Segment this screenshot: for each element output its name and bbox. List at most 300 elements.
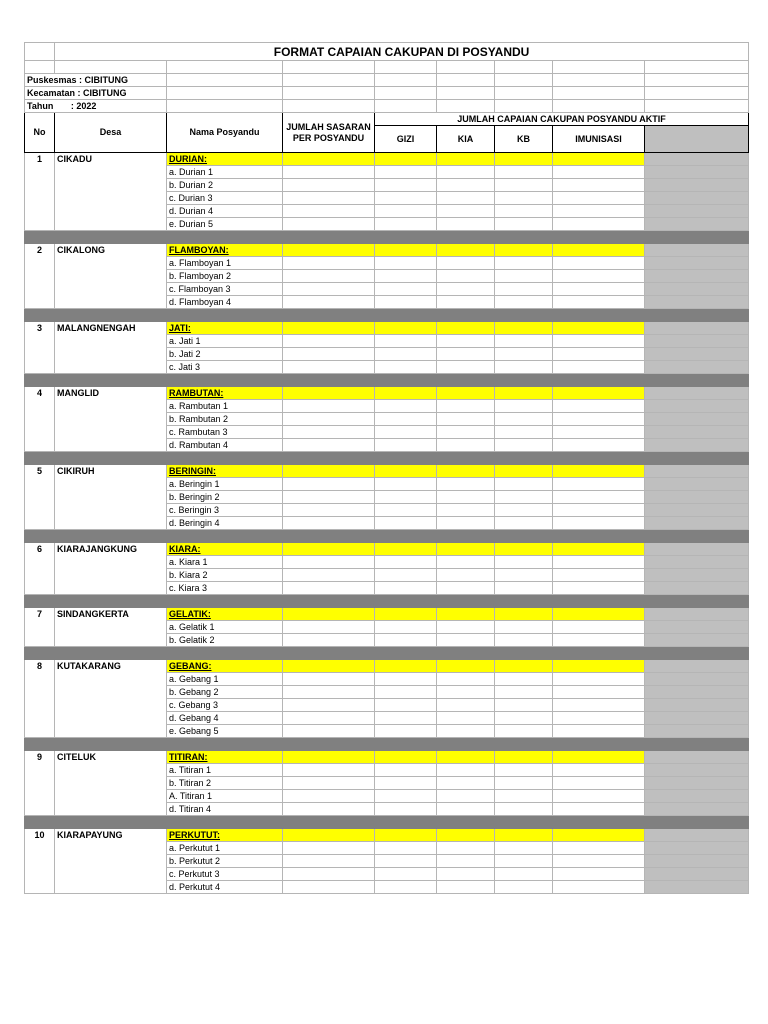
cell-gizi[interactable] [375,270,437,283]
cell-gray[interactable] [645,218,749,231]
cell-gray[interactable] [645,517,749,530]
cell-kb[interactable] [495,166,553,179]
cell-imunisasi[interactable] [553,257,645,270]
cell-kia[interactable] [437,556,495,569]
cell-jumlah-sasaran[interactable] [283,465,375,478]
cell-gizi[interactable] [375,608,437,621]
cell-kb[interactable] [495,582,553,595]
cell-kb[interactable] [495,179,553,192]
cell-gray[interactable] [645,608,749,621]
cell-imunisasi[interactable] [553,725,645,738]
cell-jumlah-sasaran[interactable] [283,504,375,517]
cell-kb[interactable] [495,621,553,634]
cell-gizi[interactable] [375,153,437,166]
cell-gizi[interactable] [375,868,437,881]
cell-imunisasi[interactable] [553,218,645,231]
cell-gray[interactable] [645,751,749,764]
cell-gizi[interactable] [375,803,437,816]
cell-kia[interactable] [437,504,495,517]
cell-kia[interactable] [437,257,495,270]
cell-gray[interactable] [645,491,749,504]
cell-kb[interactable] [495,192,553,205]
cell-jumlah-sasaran[interactable] [283,569,375,582]
cell-gizi[interactable] [375,621,437,634]
cell-kb[interactable] [495,556,553,569]
cell-imunisasi[interactable] [553,205,645,218]
cell-kia[interactable] [437,517,495,530]
cell-gizi[interactable] [375,296,437,309]
row-number: 6 [25,543,55,595]
cell-gizi[interactable] [375,218,437,231]
cell-imunisasi[interactable] [553,413,645,426]
cell-kia[interactable] [437,569,495,582]
cell-jumlah-sasaran[interactable] [283,335,375,348]
cell-gizi[interactable] [375,712,437,725]
cell-imunisasi[interactable] [553,842,645,855]
cell-kia[interactable] [437,478,495,491]
cell-imunisasi[interactable] [553,296,645,309]
cell-kia[interactable] [437,439,495,452]
cell-kia[interactable] [437,621,495,634]
cell-gray[interactable] [645,725,749,738]
cell-kb[interactable] [495,153,553,166]
header-imunisasi: IMUNISASI [553,126,645,153]
cell-kb[interactable] [495,413,553,426]
cell-gray[interactable] [645,803,749,816]
cell-imunisasi[interactable] [553,868,645,881]
cell-jumlah-sasaran[interactable] [283,205,375,218]
cell-imunisasi[interactable] [553,517,645,530]
cell-gizi[interactable] [375,491,437,504]
cell-gray[interactable] [645,764,749,777]
cell-imunisasi[interactable] [553,621,645,634]
cell-kia[interactable] [437,673,495,686]
cell-kia[interactable] [437,413,495,426]
cell-jumlah-sasaran[interactable] [283,790,375,803]
cell-gizi[interactable] [375,322,437,335]
cell-imunisasi[interactable] [553,608,645,621]
cell-gizi[interactable] [375,842,437,855]
cell-kia[interactable] [437,634,495,647]
cell-kb[interactable] [495,387,553,400]
cell-gizi[interactable] [375,179,437,192]
posyandu-sub-name: d. Beringin 4 [167,517,283,530]
cell-jumlah-sasaran[interactable] [283,751,375,764]
cell-kb[interactable] [495,335,553,348]
cell-kia[interactable] [437,686,495,699]
cell-gray[interactable] [645,296,749,309]
cell-kb[interactable] [495,855,553,868]
cell-gizi[interactable] [375,699,437,712]
cell-kb[interactable] [495,218,553,231]
desa-name: SINDANGKERTA [55,608,167,647]
posyandu-sub-name: c. Kiara 3 [167,582,283,595]
cell-imunisasi[interactable] [553,244,645,257]
cell-kia[interactable] [437,179,495,192]
cell-jumlah-sasaran[interactable] [283,634,375,647]
cell-gray[interactable] [645,478,749,491]
cell-gizi[interactable] [375,777,437,790]
cell-kb[interactable] [495,361,553,374]
cell-kb[interactable] [495,426,553,439]
cell-gray[interactable] [645,881,749,894]
cell-kb[interactable] [495,257,553,270]
group-separator-row [25,452,749,465]
cell-kia[interactable] [437,153,495,166]
cell-gizi[interactable] [375,543,437,556]
cell-gizi[interactable] [375,634,437,647]
cell-gizi[interactable] [375,348,437,361]
cell-kb[interactable] [495,673,553,686]
row-number: 1 [25,153,55,231]
cell-kb[interactable] [495,478,553,491]
cell-kia[interactable] [437,296,495,309]
cell-kia[interactable] [437,842,495,855]
cell-imunisasi[interactable] [553,426,645,439]
cell-kia[interactable] [437,725,495,738]
cell-gray[interactable] [645,543,749,556]
cell-kb[interactable] [495,725,553,738]
cell-kb[interactable] [495,348,553,361]
cell-jumlah-sasaran[interactable] [283,491,375,504]
cell-gray[interactable] [645,582,749,595]
cell-gray[interactable] [645,842,749,855]
cell-kia[interactable] [437,348,495,361]
cell-imunisasi[interactable] [553,400,645,413]
cell-kia[interactable] [437,491,495,504]
cell-imunisasi[interactable] [553,335,645,348]
cell-jumlah-sasaran[interactable] [283,322,375,335]
cell-gray[interactable] [645,569,749,582]
cell-jumlah-sasaran[interactable] [283,192,375,205]
cell-gizi[interactable] [375,829,437,842]
cell-gizi[interactable] [375,582,437,595]
cell-kb[interactable] [495,283,553,296]
cell-imunisasi[interactable] [553,790,645,803]
title-corner[interactable] [25,43,55,61]
cell-kb[interactable] [495,881,553,894]
cell-jumlah-sasaran[interactable] [283,270,375,283]
cell-gray[interactable] [645,348,749,361]
cell-jumlah-sasaran[interactable] [283,426,375,439]
cell-kia[interactable] [437,244,495,257]
cell-gray[interactable] [645,322,749,335]
cell-kia[interactable] [437,608,495,621]
cell-gray[interactable] [645,699,749,712]
cell-gizi[interactable] [375,387,437,400]
cell-kb[interactable] [495,686,553,699]
cell-gray[interactable] [645,335,749,348]
cell-gizi[interactable] [375,517,437,530]
cell-jumlah-sasaran[interactable] [283,764,375,777]
cell-kia[interactable] [437,764,495,777]
cell-imunisasi[interactable] [553,387,645,400]
cell-kb[interactable] [495,634,553,647]
cell-kb[interactable] [495,400,553,413]
cell-gizi[interactable] [375,244,437,257]
cell-gizi[interactable] [375,855,437,868]
cell-kb[interactable] [495,439,553,452]
cell-kb[interactable] [495,465,553,478]
cell-gizi[interactable] [375,361,437,374]
cell-jumlah-sasaran[interactable] [283,777,375,790]
cell-kia[interactable] [437,855,495,868]
cell-imunisasi[interactable] [553,881,645,894]
cell-kia[interactable] [437,322,495,335]
cell-gizi[interactable] [375,660,437,673]
cell-gray[interactable] [645,673,749,686]
cell-imunisasi[interactable] [553,322,645,335]
cell-imunisasi[interactable] [553,582,645,595]
cell-kia[interactable] [437,868,495,881]
cell-gizi[interactable] [375,257,437,270]
cell-imunisasi[interactable] [553,361,645,374]
cell-imunisasi[interactable] [553,777,645,790]
cell-kb[interactable] [495,777,553,790]
cell-jumlah-sasaran[interactable] [283,673,375,686]
posyandu-sub-name: c. Beringin 3 [167,504,283,517]
cell-imunisasi[interactable] [553,751,645,764]
cell-gizi[interactable] [375,569,437,582]
cell-kia[interactable] [437,790,495,803]
cell-gizi[interactable] [375,465,437,478]
cell-kia[interactable] [437,335,495,348]
cell-imunisasi[interactable] [553,829,645,842]
cell-gizi[interactable] [375,192,437,205]
cell-kia[interactable] [437,400,495,413]
cell-imunisasi[interactable] [553,439,645,452]
cell-jumlah-sasaran[interactable] [283,712,375,725]
cell-gray[interactable] [645,465,749,478]
cell-gray[interactable] [645,556,749,569]
cell-gray[interactable] [645,790,749,803]
cell-kia[interactable] [437,465,495,478]
cell-jumlah-sasaran[interactable] [283,478,375,491]
cell-imunisasi[interactable] [553,283,645,296]
cell-gray[interactable] [645,621,749,634]
cell-gray[interactable] [645,270,749,283]
cell-jumlah-sasaran[interactable] [283,387,375,400]
cell-gray[interactable] [645,686,749,699]
cell-gray[interactable] [645,426,749,439]
cell-kia[interactable] [437,881,495,894]
cell-gray[interactable] [645,400,749,413]
cell-imunisasi[interactable] [553,803,645,816]
cell-kia[interactable] [437,361,495,374]
cell-kia[interactable] [437,803,495,816]
cell-imunisasi[interactable] [553,699,645,712]
cell-gizi[interactable] [375,504,437,517]
cell-imunisasi[interactable] [553,855,645,868]
cell-kia[interactable] [437,205,495,218]
cell-kia[interactable] [437,712,495,725]
cell-imunisasi[interactable] [553,465,645,478]
cell-kb[interactable] [495,504,553,517]
cell-jumlah-sasaran[interactable] [283,855,375,868]
cell-gray[interactable] [645,855,749,868]
cell-gizi[interactable] [375,335,437,348]
cell-kia[interactable] [437,829,495,842]
cell-jumlah-sasaran[interactable] [283,699,375,712]
cell-kia[interactable] [437,543,495,556]
cell-gray[interactable] [645,179,749,192]
cell-jumlah-sasaran[interactable] [283,842,375,855]
cell-kb[interactable] [495,205,553,218]
cell-kb[interactable] [495,296,553,309]
cell-gray[interactable] [645,166,749,179]
cell-imunisasi[interactable] [553,556,645,569]
cell-gizi[interactable] [375,478,437,491]
cell-kb[interactable] [495,543,553,556]
cell-imunisasi[interactable] [553,673,645,686]
cell-gizi[interactable] [375,426,437,439]
separator-cell [645,595,749,608]
cell-jumlah-sasaran[interactable] [283,348,375,361]
cell-gizi[interactable] [375,166,437,179]
cell-jumlah-sasaran[interactable] [283,608,375,621]
separator-cell [553,309,645,322]
cell-jumlah-sasaran[interactable] [283,803,375,816]
cell-imunisasi[interactable] [553,543,645,556]
cell-kia[interactable] [437,582,495,595]
cell-imunisasi[interactable] [553,270,645,283]
cell-kb[interactable] [495,803,553,816]
cell-gray[interactable] [645,777,749,790]
cell-kia[interactable] [437,166,495,179]
cell-kb[interactable] [495,751,553,764]
cell-kia[interactable] [437,426,495,439]
cell-jumlah-sasaran[interactable] [283,400,375,413]
cell-gizi[interactable] [375,283,437,296]
cell-kb[interactable] [495,322,553,335]
cell-imunisasi[interactable] [553,478,645,491]
cell-jumlah-sasaran[interactable] [283,179,375,192]
cell-jumlah-sasaran[interactable] [283,257,375,270]
cell-kia[interactable] [437,777,495,790]
cell-kb[interactable] [495,244,553,257]
cell-imunisasi[interactable] [553,166,645,179]
cell-kia[interactable] [437,751,495,764]
cell-imunisasi[interactable] [553,686,645,699]
cell-jumlah-sasaran[interactable] [283,582,375,595]
cell-kb[interactable] [495,491,553,504]
cell-jumlah-sasaran[interactable] [283,556,375,569]
cell-kb[interactable] [495,842,553,855]
cell-jumlah-sasaran[interactable] [283,244,375,257]
cell-kb[interactable] [495,517,553,530]
cell-kb[interactable] [495,790,553,803]
cell-gizi[interactable] [375,751,437,764]
cell-gray[interactable] [645,868,749,881]
cell-jumlah-sasaran[interactable] [283,413,375,426]
cell-imunisasi[interactable] [553,634,645,647]
cell-gray[interactable] [645,439,749,452]
cell-gray[interactable] [645,634,749,647]
cell-gizi[interactable] [375,556,437,569]
cell-imunisasi[interactable] [553,764,645,777]
cell-gray[interactable] [645,192,749,205]
cell-jumlah-sasaran[interactable] [283,829,375,842]
cell-kia[interactable] [437,218,495,231]
cell-imunisasi[interactable] [553,348,645,361]
cell-imunisasi[interactable] [553,569,645,582]
cell-imunisasi[interactable] [553,179,645,192]
cell-gizi[interactable] [375,400,437,413]
cell-gizi[interactable] [375,413,437,426]
cell-gizi[interactable] [375,673,437,686]
cell-imunisasi[interactable] [553,712,645,725]
cell-gray[interactable] [645,361,749,374]
cell-gizi[interactable] [375,686,437,699]
cell-gizi[interactable] [375,764,437,777]
cell-kia[interactable] [437,699,495,712]
cell-imunisasi[interactable] [553,504,645,517]
cell-jumlah-sasaran[interactable] [283,881,375,894]
cell-imunisasi[interactable] [553,491,645,504]
cell-jumlah-sasaran[interactable] [283,361,375,374]
cell-imunisasi[interactable] [553,660,645,673]
cell-jumlah-sasaran[interactable] [283,439,375,452]
cell-gray[interactable] [645,413,749,426]
cell-gray[interactable] [645,660,749,673]
cell-kia[interactable] [437,660,495,673]
separator-cell [645,231,749,244]
cell-jumlah-sasaran[interactable] [283,660,375,673]
cell-kb[interactable] [495,829,553,842]
cell-jumlah-sasaran[interactable] [283,868,375,881]
cell-gray[interactable] [645,244,749,257]
cell-jumlah-sasaran[interactable] [283,725,375,738]
cell-gizi[interactable] [375,439,437,452]
cell-gray[interactable] [645,829,749,842]
cell-jumlah-sasaran[interactable] [283,218,375,231]
cell-gizi[interactable] [375,725,437,738]
cell-gizi[interactable] [375,881,437,894]
cell-kb[interactable] [495,712,553,725]
cell-jumlah-sasaran[interactable] [283,517,375,530]
cell-kia[interactable] [437,192,495,205]
cell-kia[interactable] [437,270,495,283]
cell-gizi[interactable] [375,790,437,803]
cell-gray[interactable] [645,205,749,218]
cell-jumlah-sasaran[interactable] [283,166,375,179]
cell-gray[interactable] [645,153,749,166]
cell-gray[interactable] [645,387,749,400]
cell-kb[interactable] [495,699,553,712]
cell-kb[interactable] [495,660,553,673]
cell-kb[interactable] [495,569,553,582]
cell-kb[interactable] [495,868,553,881]
cell-jumlah-sasaran[interactable] [283,283,375,296]
cell-gray[interactable] [645,257,749,270]
cell-gray[interactable] [645,283,749,296]
cell-jumlah-sasaran[interactable] [283,686,375,699]
cell-jumlah-sasaran[interactable] [283,543,375,556]
cell-jumlah-sasaran[interactable] [283,296,375,309]
cell-imunisasi[interactable] [553,153,645,166]
cell-jumlah-sasaran[interactable] [283,153,375,166]
cell-gizi[interactable] [375,205,437,218]
cell-kia[interactable] [437,387,495,400]
cell-kb[interactable] [495,764,553,777]
cell-gray[interactable] [645,712,749,725]
cell-kb[interactable] [495,270,553,283]
cell-kia[interactable] [437,283,495,296]
cell-kb[interactable] [495,608,553,621]
cell-jumlah-sasaran[interactable] [283,621,375,634]
cell-gray[interactable] [645,504,749,517]
cell-imunisasi[interactable] [553,192,645,205]
